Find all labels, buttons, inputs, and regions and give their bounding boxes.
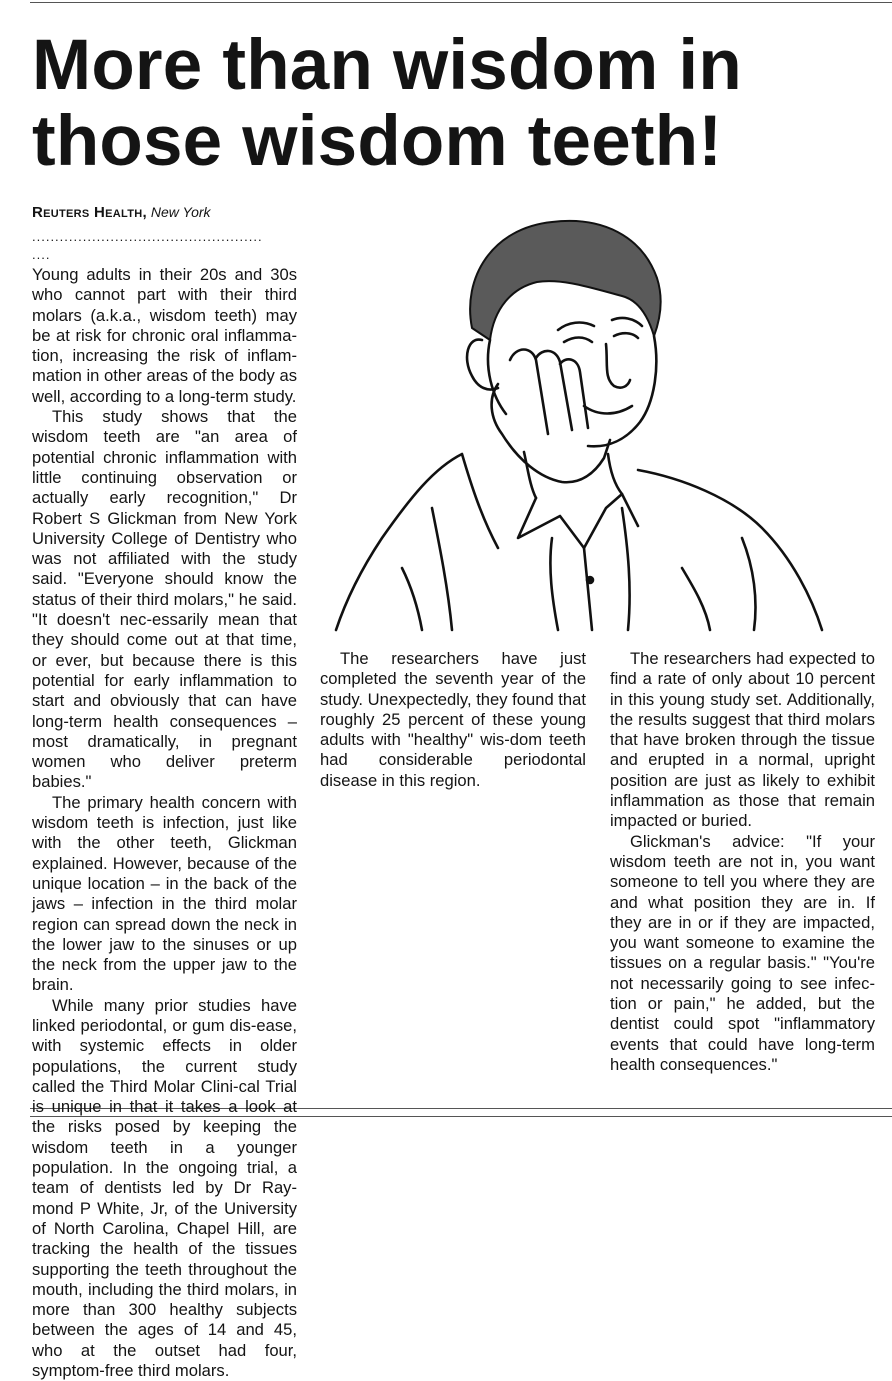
shirt-button xyxy=(587,577,593,583)
mouth xyxy=(584,406,632,414)
headline-line-1: More than wisdom in xyxy=(32,26,742,105)
paragraph-7 xyxy=(610,832,875,1076)
nose xyxy=(606,344,630,388)
hand xyxy=(492,350,610,483)
eye-right xyxy=(614,333,638,338)
man-holding-jaw-in-pain-icon xyxy=(322,208,882,633)
headline xyxy=(32,28,872,180)
article-column-2 xyxy=(320,649,586,791)
paragraph-2-text: This study shows that the wisdom teeth are "an area of potential chronic inflammation with little continuing observation or actually early recognition," Dr Robert S Glickman from New York University College of Dentistry who was not affiliated with the study said. "Everyone should know the status of their third molars," he said. "It doesn't nec-essarily mean that they should come out at that time, or ever, but because there is this potential for early inflammation to start and obviously that can have long-term health consequences – most dramatically, in pregnant women who deliver preterm babies." xyxy=(32,407,297,792)
paragraph-1-text: Young adults in their 20s and 30s who cannot part with their third molars (a.k.a., wisdom teeth) may be at risk for chronic oral inflamma-tion, increasing the risk of inflam-mation in other areas of the body as well, according to a long-term study. xyxy=(32,265,297,406)
neck xyxy=(524,452,622,498)
paragraph-6-text: The researchers had expected to find a rate of only about 10 percent in this young study set. Additionally, the results suggest that third molars that have broken through the tissue and erupted in a normal, upright position are just as likely to exhibit inflammation as those that remain impacted or buried. xyxy=(610,649,875,831)
paragraph-4-text: While many prior studies have linked periodontal, or gum dis-ease, with systemic effects in older populations, the current study called the Third Molar Clini-cal Trial is unique in that it takes a look at the risks posed by keeping the wisdom teeth in a younger population. In the ongoing trial, a team of dentists led by Dr Ray-mond P White, Jr, of the University of North Carolina, Chapel Hill, are tracking the health of the tissues supporting the teeth throughout the mouth, including the third molars, in more than 300 healthy subjects between the ages of 14 and 45, who at the outset had four, symptom-free third molars. xyxy=(32,995,297,1381)
paragraph-1 xyxy=(32,265,297,407)
eye-left xyxy=(564,338,592,343)
headline-line-2: those wisdom teeth! xyxy=(32,102,723,181)
collar xyxy=(518,494,638,548)
eyebrow-left xyxy=(558,323,594,330)
top-rule xyxy=(30,2,892,3)
paragraph-4-start xyxy=(32,996,297,1381)
byline-agency: Reuters Health, xyxy=(32,204,147,221)
paragraph-7-text: Glickman's advice: "If your wisdom teeth are not in, you want someone to tell you where they are and what position they are in. If they are in or if they are impacted, you want someone to examine the tissues on a regular basis." "You're not necessarily going to see infec-tion or pain," he added, but the dentist could spot "inflammatory events that could have long-term health consequences." xyxy=(610,831,875,1074)
hair-shape xyxy=(470,221,661,340)
paragraph-5-text: The researchers have just completed the seventh year of the study. Unexpectedly, they found that roughly 25 percent of these young adults with "healthy" wis-dom teeth had considerable periodontal disease in this region. xyxy=(320,649,586,790)
paragraph-3-text: The primary health concern with wisdom teeth is infection, just like with the other teeth, Glickman explained. However, because of the unique location – in the back of the jaws – infection in the third molar region can spread down the neck in the lower jaw to the sinuses or up the neck from the upper jaw to the brain. xyxy=(32,792,297,995)
article-column-1 xyxy=(32,265,297,1381)
byline-city: New York xyxy=(150,204,211,220)
dotted-separator-2: .... xyxy=(32,247,51,262)
shirt-right xyxy=(638,470,822,630)
ear xyxy=(467,340,498,390)
article-column-3 xyxy=(610,649,875,1075)
paragraph-2 xyxy=(32,407,297,793)
paragraph-3 xyxy=(32,793,297,996)
eyebrow-right xyxy=(612,318,642,326)
paragraph-6 xyxy=(610,649,875,832)
byline xyxy=(32,204,211,221)
paragraph-5 xyxy=(320,649,586,791)
shirt-folds xyxy=(402,508,710,630)
dotted-separator-1: .................................................. xyxy=(32,229,263,244)
